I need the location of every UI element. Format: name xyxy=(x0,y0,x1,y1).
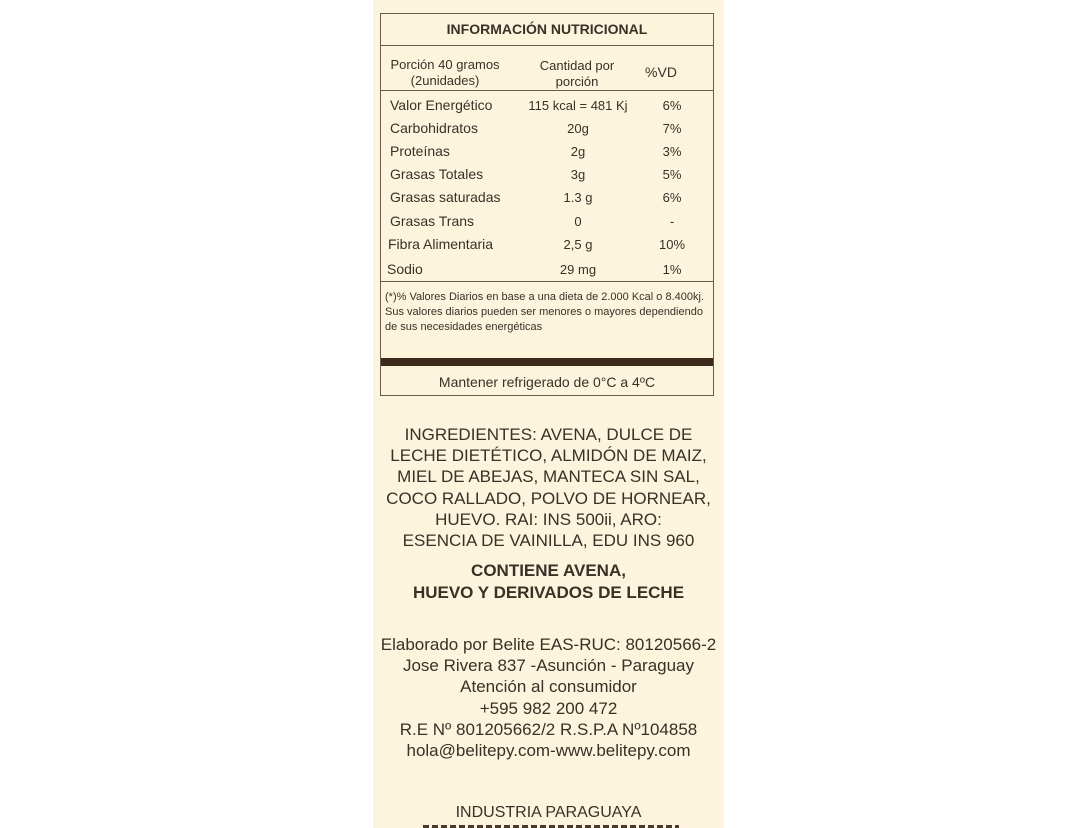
daily-value-footnote xyxy=(385,290,715,335)
portion-header xyxy=(385,57,505,89)
nutrient-amount: 0 xyxy=(574,214,582,229)
nutrient-name: Carbohidratos xyxy=(390,120,478,136)
nutrition-title: INFORMACIÓN NUTRICIONAL xyxy=(381,14,713,46)
ingredients-line: LECHE DIETÉTICO, ALMIDÓN DE MAIZ, xyxy=(390,446,707,466)
nutrient-dv: 7% xyxy=(662,121,682,136)
nutrient-name: Grasas Totales xyxy=(390,166,484,182)
ingredients-line: HUEVO. RAI: INS 500ii, ARO: xyxy=(435,509,662,529)
nutrition-row xyxy=(381,189,713,209)
product-label xyxy=(373,0,724,828)
nutrient-dv: 10% xyxy=(658,237,686,252)
nutrient-dv: 1% xyxy=(662,262,682,277)
ingredients-line: MIEL DE ABEJAS, MANTECA SIN SAL, xyxy=(397,467,700,487)
nutrient-amount: 29 mg xyxy=(559,262,597,277)
footnote-line: (*)% Valores Diarios en base a una dieta de 2.000 Kcal o 8.400kj. xyxy=(385,291,704,303)
nutrient-name: Sodio xyxy=(387,261,423,277)
portion-header-line2: (2unidades) xyxy=(410,73,480,88)
nutrient-dv: 3% xyxy=(662,144,682,159)
ingredients-text xyxy=(373,424,724,551)
portion-header-line1: Porción 40 gramos xyxy=(390,57,500,72)
nutrition-row xyxy=(381,261,713,281)
producer-line: R.E Nº 801205662/2 R.S.P.A Nº104858 xyxy=(399,719,698,739)
nutrient-name: Valor Energético xyxy=(390,97,493,113)
nutrition-header-row xyxy=(381,46,713,91)
nutrient-amount: 115 kcal = 481 Kj xyxy=(528,98,628,113)
producer-line: Atención al consumidor xyxy=(460,677,637,697)
nutrition-row xyxy=(381,166,713,186)
producer-line: hola@belitepy.com-www.belitepy.com xyxy=(406,741,691,761)
nutrient-amount: 2,5 g xyxy=(563,237,593,252)
nutrient-dv: 5% xyxy=(662,167,682,182)
allergen-warning xyxy=(373,560,724,603)
nutrition-row xyxy=(381,213,713,233)
nutrient-name: Proteínas xyxy=(390,143,450,159)
dv-header: %VD xyxy=(645,64,677,80)
amount-header xyxy=(529,58,625,90)
nutrient-name: Grasas Trans xyxy=(390,213,475,229)
nutrition-rows xyxy=(381,91,713,282)
nutrient-amount: 1.3 g xyxy=(563,190,593,205)
nutrient-dv: 6% xyxy=(662,190,682,205)
nutrient-dv: - xyxy=(669,214,675,229)
nutrition-row xyxy=(381,97,713,117)
footnote-line: Sus valores diarios pueden ser menores o mayores dependiendo xyxy=(385,306,703,318)
allergen-line: CONTIENE AVENA, xyxy=(471,561,626,580)
nutrition-row xyxy=(381,236,713,256)
producer-info xyxy=(373,634,724,761)
footnote-line: de sus necesidades energéticas xyxy=(385,321,543,333)
ingredients-line: ESENCIA DE VAINILLA, EDU INS 960 xyxy=(402,531,695,551)
nutrient-amount: 20g xyxy=(567,121,589,136)
storage-instructions: Mantener refrigerado de 0°C a 4ºC xyxy=(438,374,656,390)
ingredients-line: COCO RALLADO, POLVO DE HORNEAR, xyxy=(386,488,711,508)
producer-line: Elaborado por Belite EAS-RUC: 80120566-2 xyxy=(380,635,717,654)
allergen-line: HUEVO Y DERIVADOS DE LECHE xyxy=(412,582,685,602)
amount-header-line1: Cantidad por xyxy=(539,58,615,73)
nutrition-row xyxy=(381,143,713,163)
industry-origin: INDUSTRIA PARAGUAYA xyxy=(455,804,642,821)
nutrient-amount: 3g xyxy=(570,167,586,182)
nutrition-facts-table xyxy=(380,13,714,396)
nutrient-amount: 2g xyxy=(570,144,586,159)
nutrient-name: Fibra Alimentaria xyxy=(388,236,494,252)
nutrition-row xyxy=(381,120,713,140)
amount-header-line2: porción xyxy=(555,74,599,89)
ingredients-line: INGREDIENTES: AVENA, DULCE DE xyxy=(404,425,693,444)
nutrient-dv: 6% xyxy=(662,98,682,113)
producer-line: +595 982 200 472 xyxy=(479,698,618,718)
producer-line: Jose Rivera 837 -Asunción - Paraguay xyxy=(402,656,695,676)
divider-bar xyxy=(381,358,713,366)
nutrient-name: Grasas saturadas xyxy=(390,189,501,205)
